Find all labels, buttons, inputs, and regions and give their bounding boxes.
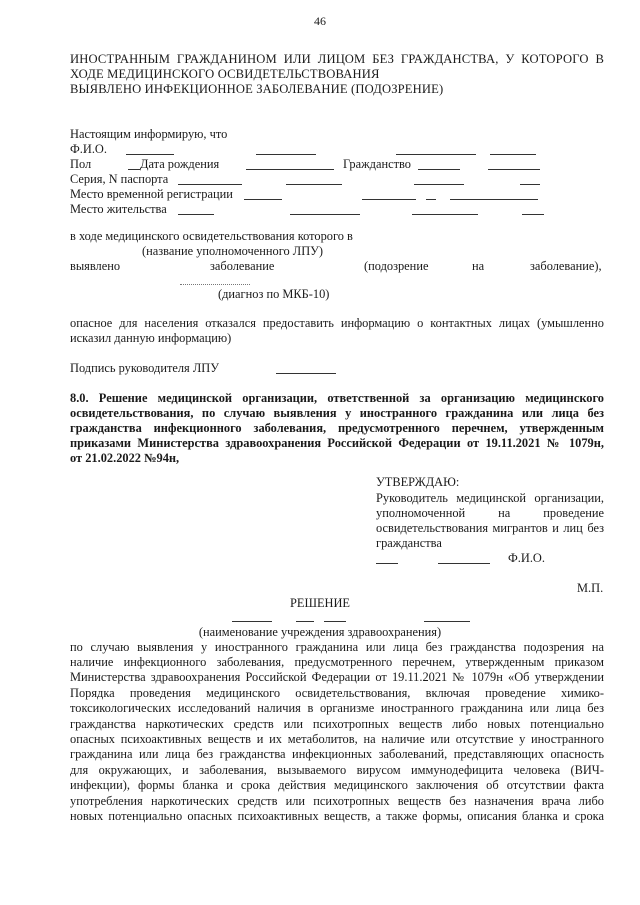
approve-sign-field-2 bbox=[438, 563, 490, 564]
decision-title: РЕШЕНИЕ bbox=[290, 596, 350, 610]
decision-line-6: гражданства наркотических средств или психотропных веществ либо новых потенциально bbox=[70, 717, 604, 731]
fio-label: Ф.И.О. bbox=[70, 142, 107, 156]
passport-field-3 bbox=[414, 184, 464, 185]
section-line-1: 8.0. Решение медицинской организации, ответственной за организацию медицинского bbox=[70, 391, 604, 405]
refusal-line-1: опасное для населения отказался предоставить информацию о контактных лицах (умышленно bbox=[70, 316, 604, 330]
temp-reg-field-2 bbox=[362, 199, 416, 200]
approve-sign-field bbox=[376, 563, 398, 564]
passport-field-2 bbox=[286, 184, 342, 185]
disease-word-2: заболевание), bbox=[530, 259, 602, 273]
exam-line: в ходе медицинского освидетельствования которого в bbox=[70, 229, 353, 243]
fio-field-4 bbox=[490, 154, 536, 155]
approve-line-3: освидетельствования мигрантов и лиц без bbox=[376, 521, 604, 535]
citizenship-field-2 bbox=[488, 169, 540, 170]
temp-reg-label: Место временной регистрации bbox=[70, 187, 233, 201]
passport-field bbox=[178, 184, 242, 185]
signature-label: Подпись руководителя ЛПУ bbox=[70, 361, 219, 375]
birth-field bbox=[246, 169, 334, 170]
approve-title: УТВЕРЖДАЮ: bbox=[376, 475, 460, 489]
form-intro: Настоящим информирую, что bbox=[70, 127, 228, 141]
approve-line-1: Руководитель медицинской организации, bbox=[376, 491, 604, 505]
decision-line-2: наличие инфекционного заболевания, предусмотренного перечнем, утвержденным приказом bbox=[70, 655, 604, 669]
residence-field-4 bbox=[522, 214, 544, 215]
diagnosis-caption: (диагноз по МКБ-10) bbox=[218, 287, 330, 301]
sex-field bbox=[128, 169, 140, 170]
temp-reg-field-4 bbox=[450, 199, 516, 200]
institution-field-3 bbox=[324, 621, 346, 622]
approve-fio: Ф.И.О. bbox=[508, 551, 545, 565]
institution-field-4 bbox=[424, 621, 470, 622]
sex-label: Пол bbox=[70, 157, 92, 171]
decision-line-8: гражданина или лица без гражданства инфекционных заболеваний, представляющих опасность bbox=[70, 747, 604, 761]
decision-line-1: по случаю выявления у иностранного гражданина или лица без гражданства подозрения на bbox=[70, 640, 604, 654]
citizenship-field bbox=[418, 169, 460, 170]
citizenship-label: Гражданство bbox=[343, 157, 411, 171]
detected-word: выявлено bbox=[70, 259, 121, 273]
passport-field-4 bbox=[520, 184, 540, 185]
heading-line-1: ИНОСТРАННЫМ ГРАЖДАНИНОМ ИЛИ ЛИЦОМ БЕЗ ГРАЖДАНСТВА, У КОТОРОГО В bbox=[70, 52, 604, 66]
temp-reg-field-3 bbox=[426, 199, 436, 200]
residence-field bbox=[178, 214, 214, 215]
stamp-label: М.П. bbox=[577, 581, 604, 595]
fio-field-2 bbox=[256, 154, 316, 155]
heading-line-2: ХОДЕ МЕДИЦИНСКОГО ОСВИДЕТЕЛЬСТВОВАНИЯ bbox=[70, 67, 380, 81]
decision-line-7: опасных психоактивных веществ и их метаболитов, на наличие или отсутствие у иностранного bbox=[70, 732, 604, 746]
decision-line-3: Министерства здравоохранения Российской Федерации от 19.11.2021 № 1079н «Об утверждении bbox=[70, 670, 604, 684]
diagnosis-field bbox=[180, 284, 250, 285]
decision-line-4: Порядка проведения медицинского освидетельствования, включая проведение химико- bbox=[70, 686, 604, 700]
on-word: на bbox=[472, 259, 485, 273]
section-line-3: гражданства инфекционного заболевания, предусмотренного перечнем, утвержденным bbox=[70, 421, 604, 435]
section-line-5: от 21.02.2022 №94н, bbox=[70, 451, 180, 465]
approve-line-4: гражданства bbox=[376, 536, 442, 550]
lpu-caption: (название уполномоченного ЛПУ) bbox=[142, 244, 324, 258]
institution-field bbox=[232, 621, 272, 622]
decision-line-11: употребления наркотических средств или психотропных веществ без назначения врача либо bbox=[70, 794, 604, 808]
temp-reg-field-5 bbox=[514, 199, 538, 200]
birth-label: Дата рождения bbox=[140, 157, 220, 171]
heading-line-3: ВЫЯВЛЕНО ИНФЕКЦИОННОЕ ЗАБОЛЕВАНИЕ (ПОДОЗРЕНИЕ) bbox=[70, 82, 444, 96]
institution-field-2 bbox=[296, 621, 314, 622]
residence-field-2 bbox=[290, 214, 360, 215]
residence-label: Место жительства bbox=[70, 202, 167, 216]
disease-word: заболевание bbox=[210, 259, 275, 273]
temp-reg-field bbox=[244, 199, 282, 200]
suspicion-word: (подозрение bbox=[364, 259, 429, 273]
passport-label: Серия, N паспорта bbox=[70, 172, 169, 186]
decision-line-12: новых потенциально опасных психоактивных веществ, а также формы, описания бланка и срока bbox=[70, 809, 604, 823]
decision-line-5: токсикологических исследований наличия в организме иностранного гражданина или лица без bbox=[70, 701, 604, 715]
approve-line-2: уполномоченной на проведение bbox=[376, 506, 604, 520]
decision-line-9: для окружающих, и заболевания, вызываемого вирусом иммунодефицита человека (ВИЧ- bbox=[70, 763, 604, 777]
refusal-line-2: исказил данную информацию) bbox=[70, 331, 232, 345]
fio-field bbox=[126, 154, 174, 155]
section-line-4: приказами Министерства здравоохранения Российской Федерации от 19.11.2021 № 1079н, bbox=[70, 436, 604, 450]
page-number: 46 bbox=[314, 14, 326, 28]
residence-field-3 bbox=[412, 214, 478, 215]
fio-field-3 bbox=[396, 154, 476, 155]
section-line-2: освидетельствования, по случаю выявления у иностранного гражданина или лица без bbox=[70, 406, 604, 420]
decision-line-10: инфекции), формы бланка и срока действия медицинского заключения об отсутствии факта bbox=[70, 778, 604, 792]
institution-caption: (наименование учреждения здравоохранения) bbox=[198, 625, 442, 639]
signature-field bbox=[276, 373, 336, 374]
